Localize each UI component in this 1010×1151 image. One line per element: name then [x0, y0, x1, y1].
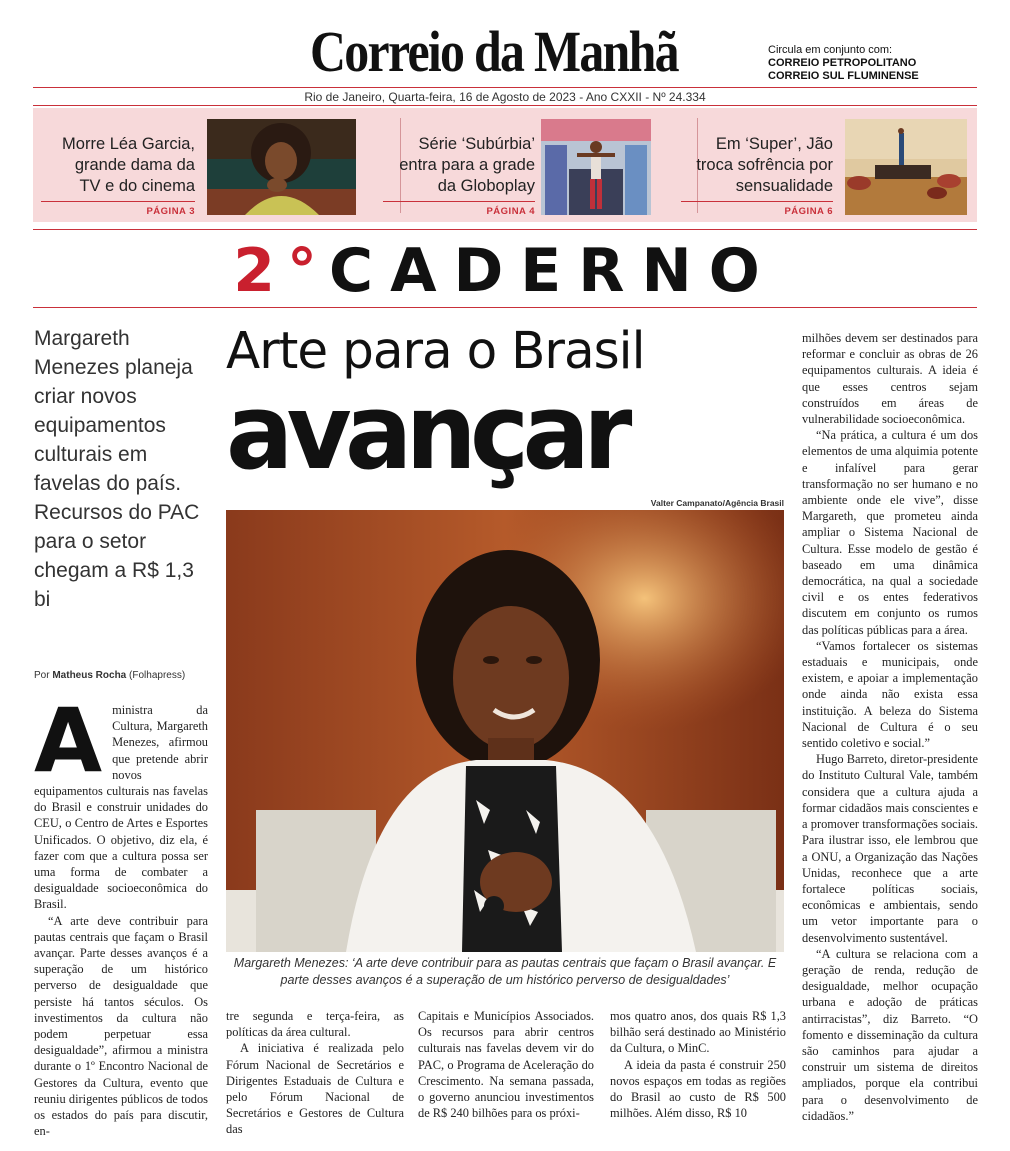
article-column-3: Capitais e Municípios Associados. Os recursos para abrir centros culturais nas favelas devem vir do PAC, o Programa de Aceleração do Crescimento. Na semana passada, o governo anunciou investimentos de R$ 240 bilhões para os próxi- — [418, 1009, 594, 1121]
teaser-page-label: PÁGINA 3 — [146, 206, 195, 217]
headline-line-2: avançar — [226, 371, 626, 493]
teaser-strip — [33, 108, 977, 222]
circulation-note — [768, 44, 919, 83]
section-rule-bottom — [33, 307, 977, 308]
section-rule-top — [33, 229, 977, 230]
teaser-suburbia[interactable] — [369, 108, 669, 222]
circulation-title: Circula em conjunto com: — [768, 44, 893, 56]
byline-author: Matheus Rocha — [52, 670, 127, 681]
main-photo-margareth-menezes — [226, 510, 784, 952]
teaser-headline: Em ‘Super’, Jão troca sofrência por sensualidade — [696, 135, 833, 195]
drop-cap: A — [34, 689, 103, 792]
newspaper-logo[interactable]: Correio da Manhã — [310, 19, 678, 84]
article-column-5: milhões devem ser destinados para reformar e concluir as obras de 26 equipamentos culturais. A ideia é que esses centros sejam construídos em áreas de vulnerabilidade socioeconômica. “Na prática, a cultura é um dos elementos de uma alquimia potente e infalível para gerar transformação no ser humano e no ambiente onde ele vive”, disse Margareth, que prometeu ainda ampliar o Sistema Nacional de Cultura. Esse modelo de gestão é baseado em uma dinâmica democrática, na qual a sociedade civil e os entes federativos discutem em conjunto os rumos das políticas públicas para a área. “Vamos fortalecer os sistemas estaduais e municipais, onde existem, e apoiar a implementação onde ainda não exista essa instituição. A beleza do Sistema Nacional de Cultura é o seu sentido coletivo e social.” Hugo Barreto, diretor-presidente do Instituto Cultural Vale, também considera que a cultura ajuda a formar cidadãos mais conscientes e a promover transformações sociais. Para ilustrar isso, ele lembrou que a ONU, a Organização das Nações Unidas, reconhece que a arte fortalece políticas sociais, econômicas e ambientais, sendo um vetor importante para o desenvolvimento sustentável. “A cultura se relaciona com a geração de renda, redução de desigualdade, melhor ocupação urbana e adoção de práticas antirracistas”, diz Barreto. “O fomento e disseminação da cultura são caminhos para ajudar a construir um sistema de direitos ampliados, porque ela contribui para o desenvolvimento de cidadãos.” — [802, 331, 978, 1123]
circulation-paper: CORREIO SUL FLUMINENSE — [768, 70, 919, 82]
section-number: 2° — [233, 236, 330, 306]
teaser-headline: Morre Léa Garcia, grande dama da TV e do cinema — [62, 135, 195, 195]
teaser-super-jao[interactable] — [669, 108, 977, 222]
masthead — [0, 0, 1010, 88]
article-lede: Margareth Menezes planeja criar novos equipamentos culturais em favelas do país. Recursos do PAC para o setor chegam a R$ 1,3 bi — [34, 327, 200, 611]
teaser-photo-suburbia — [541, 119, 651, 215]
dateline-rule — [33, 105, 977, 106]
article-column-1: Aministra da Cultura, Margareth Menezes, afirmou que pretende abrir novos equipamentos culturais nas favelas do Brasil e construir unidades do CEU, o Centro de Artes e Esportes Unificados. O objetivo, diz ela, é fazer com que a cultura possa ser uma forma de combater a desigualdade socioeconômica do Brasil. “A arte deve contribuir para pautas centrais que façam o Brasil avançar. Parte desses avanços é a superação de um histórico perverso de desigualdade que persiste há tantos séculos. Os investimentos da cultura não podem perpetuar essa desigualdade”, afirmou a ministra durante o 1º Encontro Nacional de Gestores da Cultura, evento que reuniu dirigentes públicos de todos os estados do país para discutir, en- — [34, 689, 208, 1139]
byline-agency: (Folhapress) — [129, 670, 186, 681]
headline-line-1: Arte para o Brasil — [226, 322, 645, 381]
teaser-photo-lea-garcia — [207, 119, 356, 215]
teaser-headline: Série ‘Subúrbia’ entra para a grade da Globoplay — [399, 135, 535, 195]
photo-credit: Valter Campanato/Agência Brasil — [650, 498, 784, 508]
byline: Por Matheus Rocha (Folhapress) — [34, 670, 186, 681]
circulation-paper: CORREIO PETROPOLITANO — [768, 57, 917, 69]
teaser-page-label: PÁGINA 6 — [784, 206, 833, 217]
article-column-2: tre segunda e terça-feira, as políticas da área cultural. A iniciativa é realizada pelo Fórum Nacional de Secretários e Dirigentes Estaduais de Cultura e pelo Fórum Nacional de Secretários e Gestores de Cultura das — [226, 1009, 404, 1137]
article-column-4: mos quatro anos, dos quais R$ 1,3 bilhão será destinado ao Ministério da Cultura, o MinC. A ideia da pasta é construir 250 novos espaços em todas as regiões do Brasil ao custo de R$ 500 milhões. Além disso, R$ 10 — [610, 1009, 786, 1121]
dateline: Rio de Janeiro, Quarta-feira, 16 de Agosto de 2023 - Ano CXXII - Nº 24.334 — [304, 90, 706, 104]
photo-caption: Margareth Menezes: ‘A arte deve contribuir para as pautas centrais que façam o Brasil avançar. E parte desses avanços é a superação de um histórico perverso de desigualdades’ — [233, 956, 777, 987]
teaser-photo-super-jao — [845, 119, 967, 215]
section-header — [33, 236, 977, 306]
teaser-lea-garcia[interactable] — [33, 108, 358, 222]
teaser-underline — [383, 201, 535, 202]
masthead-rule — [33, 87, 977, 88]
section-name: CADERNO — [329, 236, 777, 306]
teaser-underline — [41, 201, 195, 202]
teaser-page-label: PÁGINA 4 — [486, 206, 535, 217]
teaser-underline — [681, 201, 833, 202]
